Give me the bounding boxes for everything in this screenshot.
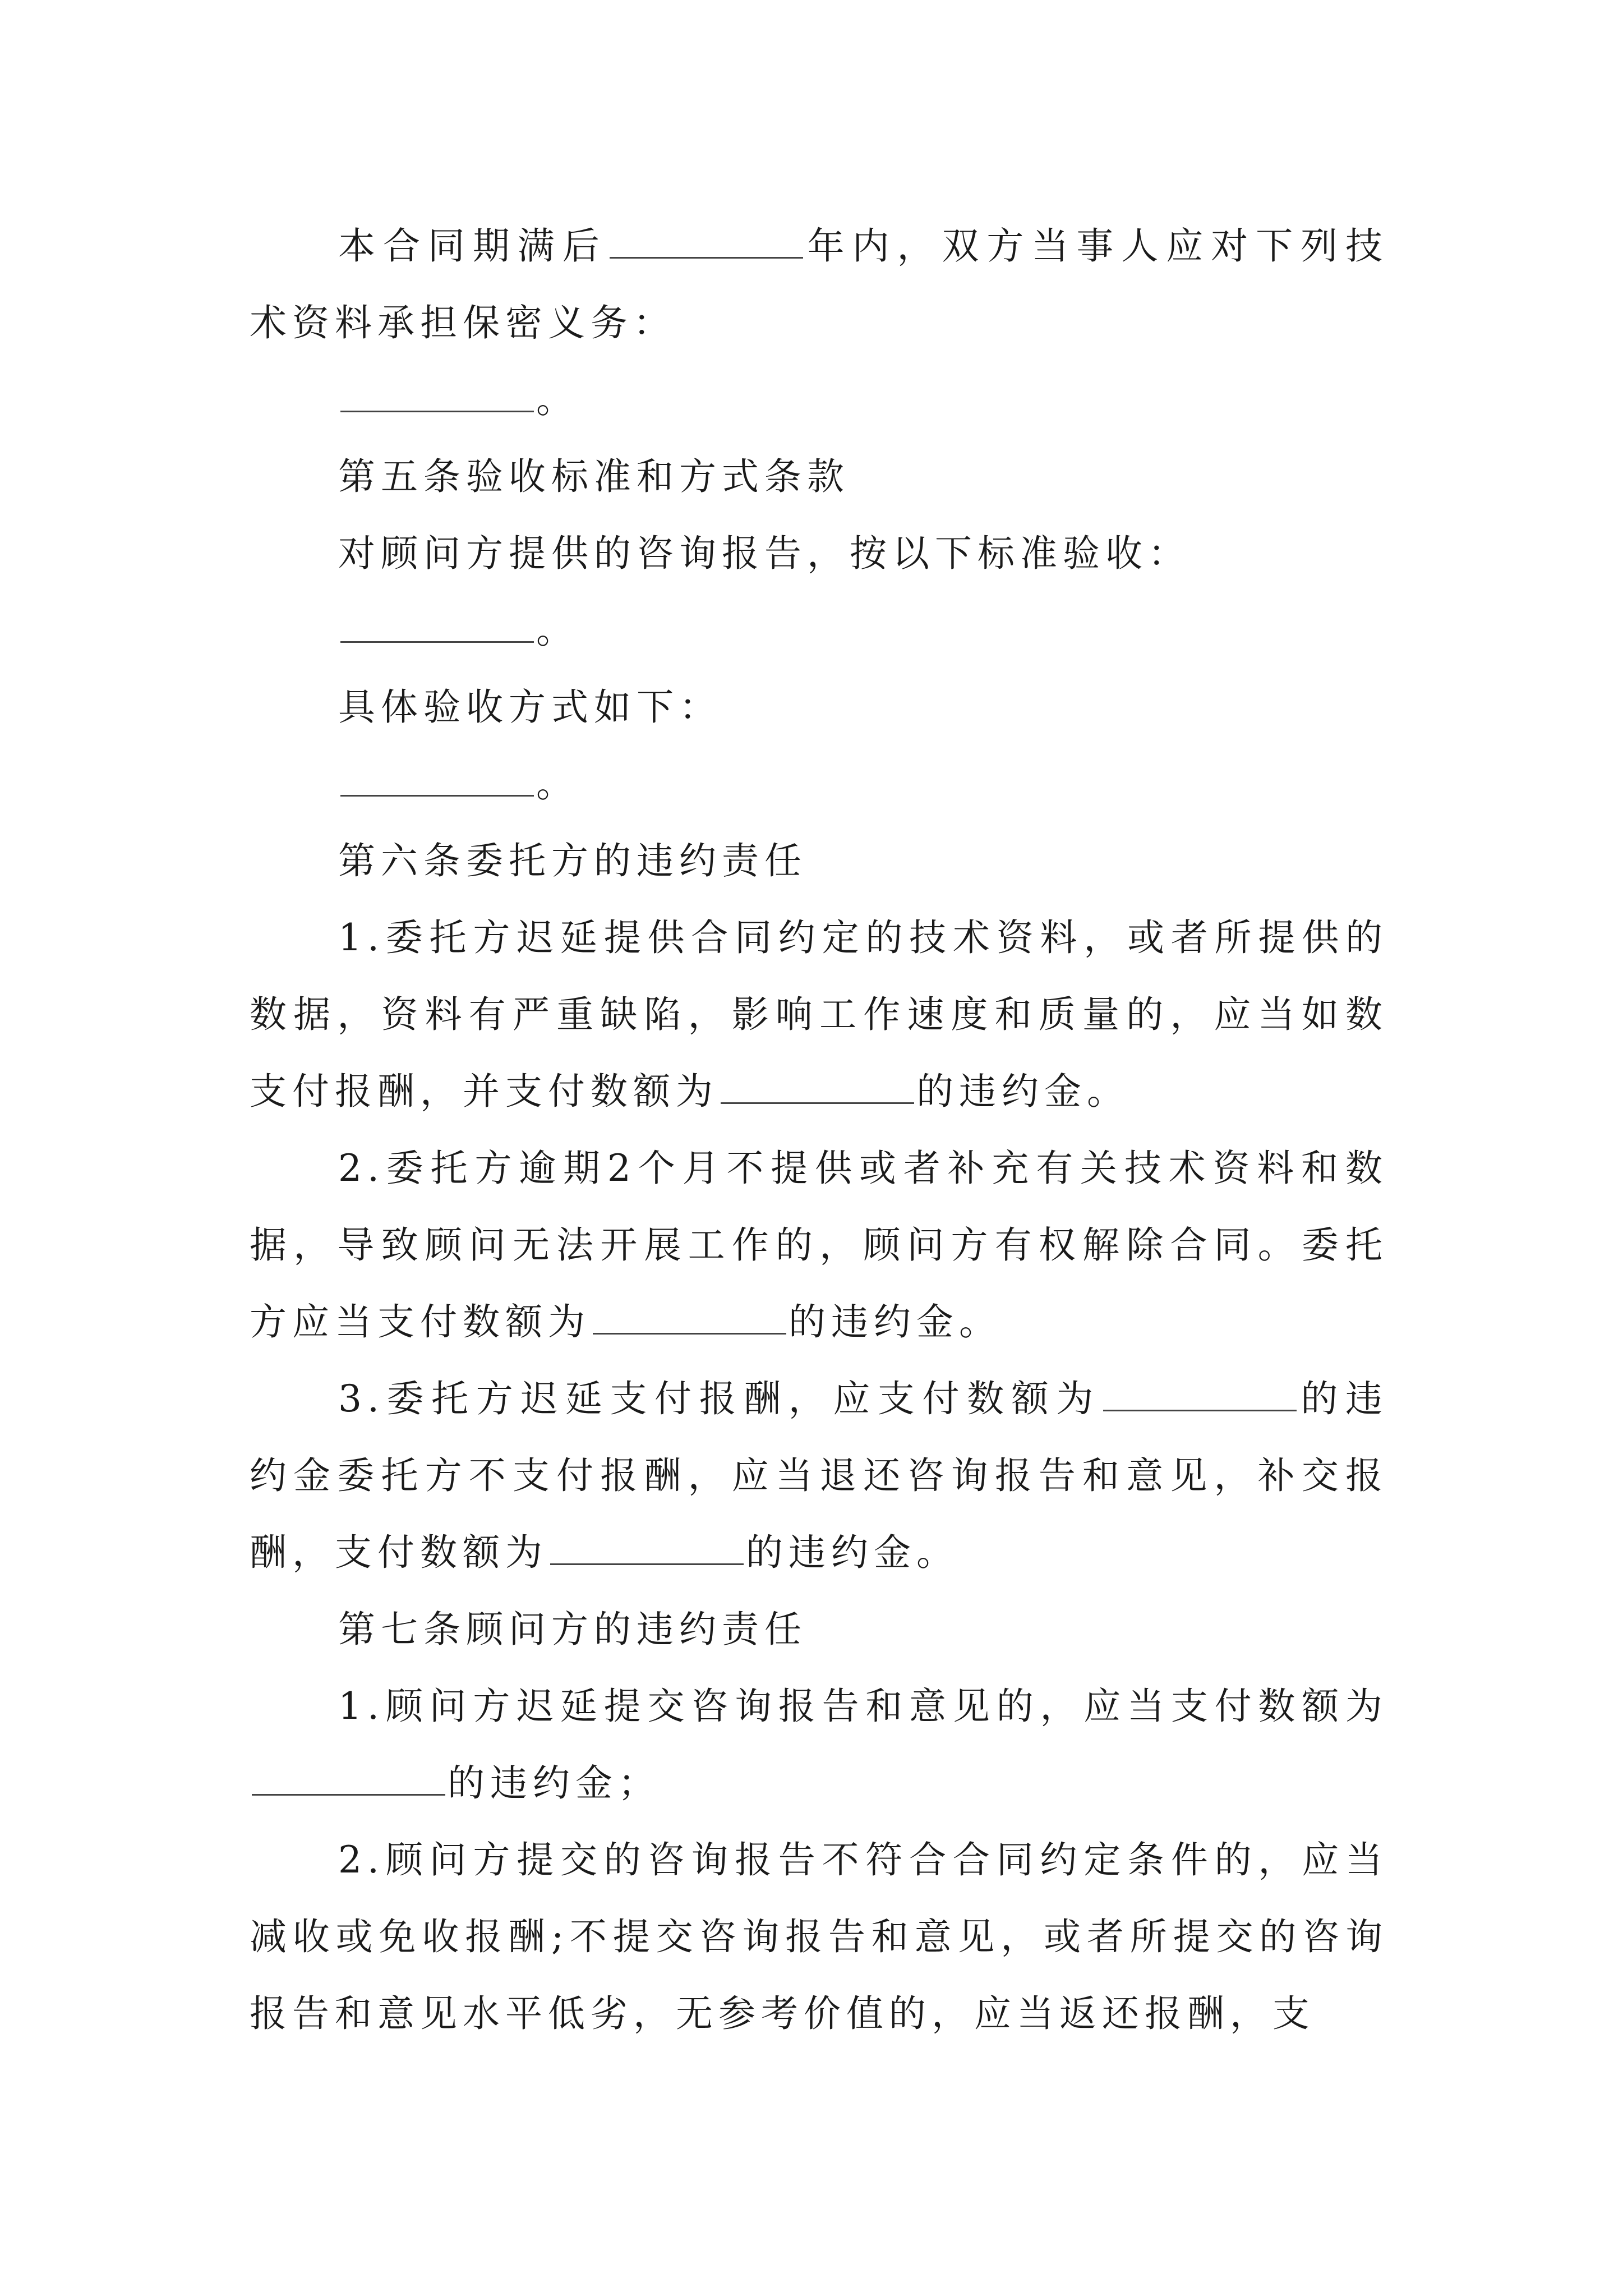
text-segment: 。 — [536, 378, 579, 421]
clause-6-3 — [250, 1360, 1388, 1591]
paragraph-blank-line — [250, 746, 1388, 822]
text-segment: 的违约金。 — [789, 1300, 1002, 1343]
paragraph-blank-line — [250, 361, 1388, 438]
text-segment: 2.顾问方提交的咨询报告不符合合同约定条件的，应当减收或免收报酬;不提交咨询报告和意见，或者所提交的咨询报告和意见水平低劣，无参考价值的，应当返还报酬，支 — [250, 1838, 1388, 2035]
text-segment: 的违约金。 — [916, 1070, 1129, 1113]
fill-blank[interactable] — [340, 761, 534, 797]
fill-blank[interactable] — [550, 1530, 744, 1565]
fill-blank[interactable] — [340, 608, 534, 643]
fill-blank[interactable] — [340, 377, 534, 412]
text-segment: 。 — [536, 609, 579, 652]
text-segment: 对顾问方提供的咨询报告，按以下标准验收： — [338, 532, 1191, 575]
text-segment: 。 — [536, 762, 579, 806]
heading-text: 第六条委托方的违约责任 — [338, 839, 807, 882]
section-heading-article-5 — [250, 438, 1388, 515]
text-segment: 的违约金委托方不支付报酬，应当退还咨询报告和意见，补交报酬，支付数额为 — [250, 1377, 1388, 1574]
paragraph-blank-line — [250, 592, 1388, 669]
text-segment: 本合同期满后 — [338, 224, 607, 268]
text-segment: 1.顾问方迟延提交咨询报告和意见的，应当支付数额为 — [338, 1685, 1388, 1728]
section-heading-article-6 — [250, 822, 1388, 899]
text-segment: 具体验收方式如下： — [338, 685, 722, 729]
fill-blank[interactable] — [610, 223, 803, 259]
heading-text: 第五条验收标准和方式条款 — [338, 455, 850, 498]
clause-7-1 — [250, 1668, 1388, 1821]
clause-7-2 — [250, 1821, 1388, 2052]
fill-blank[interactable] — [593, 1299, 786, 1335]
document-page — [250, 208, 1388, 2052]
text-segment: 1.委托方迟延提供合同约定的技术资料，或者所提供的数据，资料有严重缺陷，影响工作速度和质量的，应当如数支付报酬，并支付数额为 — [250, 916, 1388, 1113]
text-segment: 的违约金。 — [746, 1531, 959, 1574]
text-segment: 2.委托方逾期2个月不提供或者补充有关技术资料和数据，导致顾问无法开展工作的，顾问方有权解除合同。委托方应当支付数额为 — [250, 1147, 1388, 1343]
clause-6-1 — [250, 899, 1388, 1130]
heading-text: 第七条顾问方的违约责任 — [338, 1608, 807, 1651]
fill-blank[interactable] — [721, 1069, 914, 1104]
text-segment: 年内，双方当事人应对下列技术资料承担保密义务： — [250, 224, 1389, 344]
text-segment: 3.委托方迟延支付报酬，应支付数额为 — [338, 1377, 1101, 1420]
paragraph-acceptance-method — [250, 669, 1388, 746]
section-heading-article-7 — [250, 1591, 1388, 1668]
text-segment: 的违约金； — [448, 1761, 661, 1805]
fill-blank[interactable] — [252, 1760, 445, 1796]
paragraph-confidentiality — [250, 208, 1388, 361]
paragraph-acceptance-standard — [250, 515, 1388, 592]
fill-blank[interactable] — [1103, 1376, 1297, 1411]
clause-6-2 — [250, 1130, 1388, 1360]
